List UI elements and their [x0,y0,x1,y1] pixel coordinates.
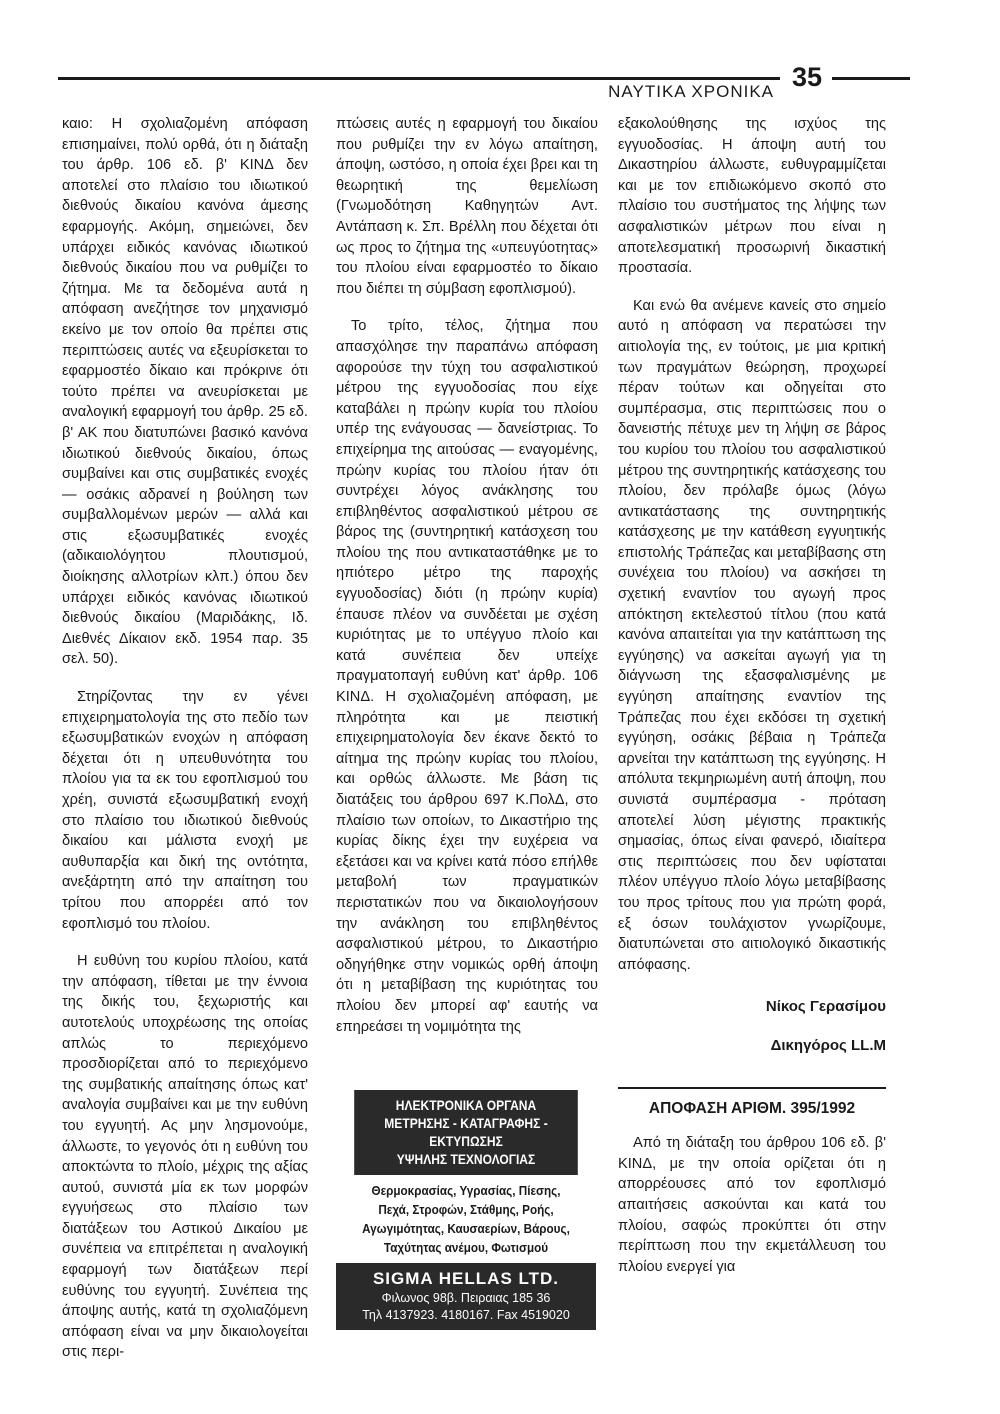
author-title: Δικηγόρος LL.M [770,1036,886,1054]
ad-headline-line: ΥΨΗΛΗΣ ΤΕΧΝΟΛΟΓΙΑΣ [396,1151,536,1167]
page-number: 35 [791,62,823,92]
ad-headline-block [354,1090,578,1175]
paragraph: πτώσεις αυτές η εφαρμογή του δικαίου που ρυθμίζει την εν λόγω απαίτηση, άποψη, ωστόσο, η οποία έχει βρει και τη θεωρητική της θεμελίωση (Γνωμοδότηση Καθηγητών Αντ. Αντάπαση κ. Σπ. Βρέλλη που δέχεται ότι ως προς το ζήτημα της «υπευγύοτητας» του πλοίου είναι εφαρμοστέο το δίκαιο που διέπει τη σύμβαση εφοπλισμού). [336,116,598,297]
paragraph: Το τρίτο, τέλος, ζήτημα που απασχόλησε την παραπάνω απόφαση αφορούσε την τύχη του ασφαλιστικού μέτρου της εγγυοδοσίας που είχε καταβάλει η πρώην κυρία του πλοίου υπέρ της ενάγουσας — δανείστριας. Το επιχείρημα της αιτούσας — εναγομένης, πρώην κυρίας του πλοίου ήταν ότι συντρέχει λόγος ανάκλησης του επιβληθέντος ασφαλιστικού μέτρου σε βάρος της (συντηρητική κατάσχεση του πλοίου της που αντικαταστάθηκε με το ηπιότερο μέτρο της παροχής εγγυοδοσίας) διότι (η πρώην κυρία) έπαυσε πλέον να συνδέεται με σχέση κυριότητας με το υπέγγυο πλοίο και κατά συνέπεια δεν υπείχε πραγματοπαγή ευθύνη κατ' άρθρ. 106 ΚΙΝΔ. Η σχολιαζομένη απόφαση, με πληρότητα και με πειστική επιχειρηματολογία δεν έκανε δεκτό το αίτημα της πρώην κυρίας του πλοίου, και ορθώς άλλωστε. Με βάση τις διατάξεις του άρθρου 697 Κ.ΠολΔ, στο πλαίσιο των οποίων, το Δικαστήριο της κυρίας δίκης έχει την ευχέρεια να εξετάσει και να κρίνει κατά πόσο επήλθε μεταβολή των πραγματικών περιστατικών που να δικαιολογήσουν την ανάκληση του επιβληθέντος ασφαλιστικού μέτρου, το Δικαστήριο οδηγήθηκε στην νομικώς ορθή άποψη ότι η μεταβίβαση της κυριότητας του πλοίου δεν μπορεί αφ' εαυτής να επηρεάσει τη νομιμότητα της [336,318,598,1035]
author-name: Νίκος Γερασίμου [765,998,886,1016]
paragraph: Στηρίζοντας την εν γένει επιχειρηματολογία της στο πεδίο των εξωσυμβατικών ενοχών η απόφαση δέχεται ότι η υπευθυνότητα του πλοίου για τα εκ του εφοπλισμού του χρέη, συνιστά εξωσυμβατική ενοχή στο πλαίσιο του ιδιωτικού διεθνούς δικαίου και μάλιστα ενοχή με αυθυπαρξία και δική της οντότητα, ανεξάρτητη από την απαίτηση του τρίτου που απορρέει από τον εφοπλισμό του πλοίου. [62,689,308,932]
ad-list-line: Ταχύτητας ανέμου, Φωτισμού [383,1240,549,1255]
column-2 [336,114,598,1054]
ad-list-line: Πεχά, Στροφών, Στάθμης, Ροής, [378,1202,554,1217]
ad-list-line: Αγωγιμότητας, Καυσαερίων, Βάρους, [362,1221,570,1236]
column-3 [618,114,886,1294]
author-signature [618,997,886,1056]
ad-company-block [336,1263,596,1330]
decision-heading: ΑΠΟΦΑΣΗ ΑΡΙΘΜ. 395/1992 [648,1099,856,1117]
paragraph: Και ενώ θα ανέμενε κανείς στο σημείο αυτό η απόφαση να περατώσει την αιτιολογία της, εν τούτοις, με μια κριτική των πραγμάτων θεώρηση, προχωρεί πέραν τούτων και οδηγείται στο συμπέρασμα, στις περιπτώσεις που ο δανειστής πέτυχε μεν τη λήψη σε βάρος του κυρίου του πλοίου του ασφαλιστικού μέτρου της συντηρητικής κατάσχεσης του πλοίου, δεν πρόλαβε όμως (λόγω αντικατάστασης της συντηρητικής κατάσχεσης με την κατάθεση εγγυητικής επιστολής Τράπεζας και μεταβίβασης στη συνέχεια του πλοίου) να ασκήσει τη σχετική εναντίον του αγωγή προς απόκτηση εκτελεστού τίτλου (που κατά κανόνα απαιτείται για την κατάπτωση της εγγύησης) να ασκείται αγωγή για τη διάγνωση της εξασφαλισμένης με εγγύηση απαίτησης εναντίον της Τράπεζας που έχει εκδόσει τη σχετική εγγύηση, οσάκις βέβαια η Τράπεζα αρνείται την κατάπτωση της εγγύησης. Η απόλυτα τεκμηριωμένη αυτή άποψη, που συνιστά συμπέρασμα - πρόταση αποτελεί λύση μέγιστης πρακτικής σημασίας, όπως είναι φανερό, ιδιαίτερα στις περιπτώσεις που δεν υφίσταται πλέον υπέγγυο πλοίο λόγω μεταβίβασης του προς τρίτους που για πρώτη φορά, εξ όσων τουλάχιστον γνωρίζουμε, διατυπώνεται στο αιτιολογικό δικαστικής απόφασης. [618,297,886,973]
ad-list-line: Θερμοκρασίας, Υγρασίας, Πίεσης, [371,1183,561,1198]
section-divider [618,1087,886,1089]
ad-company-name: SIGMA HELLAS LTD. [372,1269,560,1288]
ad-measurement-list [349,1175,583,1263]
ad-address: Φιλωνος 98β. Πειραιας 185 36 [381,1291,551,1305]
column-1 [62,114,308,1380]
paragraph: Από τη διάταξη του άρθρου 106 εδ. β' ΚΙΝΔ, με την οποία ορίζεται ότι η απορρέουσες από τον εφοπλισμό απαιτήσεις ασκούνται και κατά του πλοίου, σαφώς προκύπτει ότι στην περίπτωση που την εκμετάλλευση του πλοίου ενεργεί για [618,1135,886,1275]
paragraph: καιο: Η σχολιαζομένη απόφαση επισημαίνει, πολύ ορθά, ότι η διάταξη του άρθρ. 106 εδ. β' ΚΙΝΔ δεν αποτελεί στο πλαίσιο του ιδιωτικού διεθνούς δικαίου κανόνα άμεσης εφαρμογής. Ακόμη, σημειώνει, δεν υπάρχει ειδικός κανόνας ιδιωτικού διεθνούς δικαίου που να ρυθμίζει το ζήτημα. Με τα δεδομένα αυτά η απόφαση ανεζήτησε τον μηχανισμό εκείνο με τον οποίο θα πρέπει στις περιπτώσεις αυτές να εξευρίσκεται το εφαρμοστέο δίκαιο και πρόκρινε ότι τούτο πρέπει να ανευρίσκεται με αναλογική εφαρμογή του άρθρ. 25 εδ. β' ΑΚ που διατυπώνει βασικό κανόνα ιδιωτικού διεθνούς δικαίου, όπως συμβαίνει και στις συμβατικές ενοχές — οσάκις αδρανεί η βούληση των συμβαλλομένων μερών — αλλά και στις εξωσυμβατικές ενοχές (αδικαιολόγητου πλουτισμού, διοίκησης αλλοτρίων κλπ.) όπου δεν υπάρχει ειδικός κανόνας ιδιωτικού διεθνούς δικαίου (Μαριδάκης, Ιδ. Διεθνές Δίκαιον εκδ. 1954 παρ. 35 σελ. 50). [62,116,308,668]
ad-headline-line: ΜΕΤΡΗΣΗΣ - ΚΑΤΑΓΡΑΦΗΣ - ΕΚΤΥΠΩΣΗΣ [384,1115,548,1149]
ad-headline-line: ΗΛΕΚΤΡΟΝΙΚΑ ΟΡΓΑΝΑ [395,1097,537,1113]
ad-phones: Τηλ 4137923. 4180167. Fax 4519020 [362,1308,570,1322]
paragraph: εξακολούθησης της ισχύος της εγγυοδοσίας. Η άποψη αυτή του Δικαστηρίου άλλωστε, ευθυγραμμίζεται και με τον επιδιωκόμενο σκοπό στο πλαίσιο του συστήματος της λήψης των ασφαλιστικών μέτρων που είναι η αποτελεσματική προσωρινή δικαστική προστασία. [618,116,886,277]
paragraph: Η ευθύνη του κυρίου πλοίου, κατά την απόφαση, τίθεται με την έννοια της δικής του, ξεχωριστής και αυτοτελούς υποχρέωσης της οποίας απλώς το περιεχόμενο προσδιορίζεται από το περιεχόμενο της συμβατικής απαίτησης όπως κατ' αναλογία συμβαίνει και με την ευθύνη του εγγυητή. Ας μην λησμονούμε, άλλωστε, το γεγονός ότι η ευθύνη του αποκτώντα το πλοίο, μέχρις της αξίας αυτού, συνιστά μία εκ των μορφών εγγυήσεως στο πλαίσιο των διατάξεων του Αστικού Δικαίου με συνέπεια να επιτρέπεται η αναλογική εφαρμογή των διατάξεων περί ευθύνης του εγγυητή. Συνέπεια της άποψης αυτής, κατά τη σχολιαζόμενη απόφαση είναι να μην δικαιολογείται στις περι- [62,953,308,1361]
header-rule-left [58,77,780,80]
running-header-title: ΝΑΥΤΙΚΑ ΧΡΟΝΙΚΑ [608,82,774,101]
header-rule-right [832,77,910,80]
advertisement [336,1090,596,1330]
